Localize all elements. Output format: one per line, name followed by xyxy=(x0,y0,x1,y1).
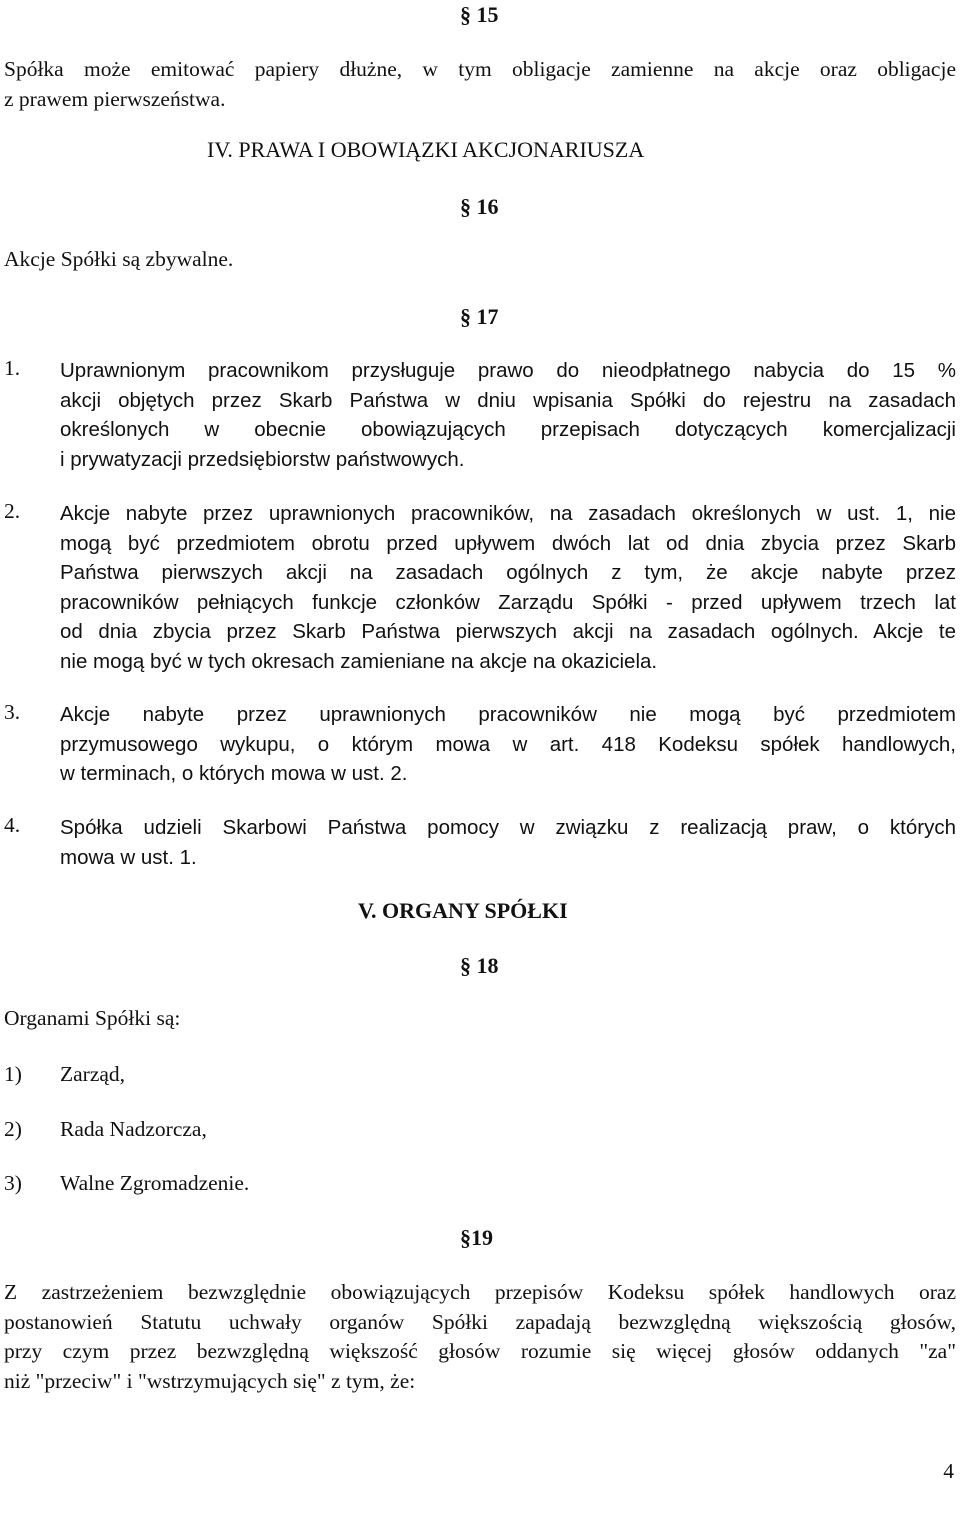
section-15-heading: § 15 xyxy=(460,2,499,27)
paragraph-line: nie mogą być w tych okresach zamieniane na akcje na okaziciela. xyxy=(60,649,658,673)
list-item-number: 4. xyxy=(4,813,21,837)
section-18-heading: § 18 xyxy=(460,953,499,978)
chapter-iv-heading: IV. PRAWA I OBOWIĄZKI AKCJONARIUSZA xyxy=(207,137,645,162)
list-item-number: 2) xyxy=(4,1117,22,1141)
paragraph-line: z prawem pierwszeństwa. xyxy=(4,86,226,111)
list-item-number: 2. xyxy=(4,499,21,523)
paragraph-line: w terminach, o których mowa w ust. 2. xyxy=(60,762,408,785)
organ-item: Rada Nadzorcza, xyxy=(60,1117,207,1141)
paragraph-line: akcji objętych przez Skarb Państwa w dniu wpisania Spółki do rejestru na zasadach xyxy=(60,388,956,412)
section-16-text: Akcje Spółki są zbywalne. xyxy=(4,247,234,271)
list-item-number: 3) xyxy=(4,1171,22,1195)
paragraph-line: postanowień Statutu uchwały organów Spółki zapadają bezwzględną większością głosów, xyxy=(4,1309,956,1334)
section-17-heading: § 17 xyxy=(460,304,499,329)
section-15-paragraph xyxy=(4,55,956,114)
list-item-number: 3. xyxy=(4,700,21,724)
paragraph-line: mowa w ust. 1. xyxy=(60,845,197,869)
organ-item: Zarząd, xyxy=(60,1062,126,1086)
section-19-heading: §19 xyxy=(460,1225,493,1250)
paragraph-line: mogą być przedmiotem obrotu przed upływem dwóch lat od dnia zbycia przez Skarb xyxy=(60,531,956,555)
section-19-paragraph xyxy=(4,1278,956,1396)
section-17-item-1 xyxy=(60,356,956,474)
list-item-number: 1. xyxy=(4,356,21,380)
section-16-heading: § 16 xyxy=(460,194,499,219)
list-item-number: 1) xyxy=(4,1062,22,1086)
paragraph-line: Akcje nabyte przez uprawnionych pracowników, na zasadach określonych w ust. 1, nie xyxy=(60,502,956,525)
paragraph-line: określonych w obecnie obowiązujących przepisach dotyczących komercjalizacji xyxy=(60,418,956,441)
page-number: 4 xyxy=(943,1459,954,1483)
paragraph-line: Spółka może emitować papiery dłużne, w tym obligacje zamienne na akcje oraz obligacje xyxy=(4,57,956,81)
paragraph-line: od dnia zbycia przez Skarb Państwa pierwszych akcji na zasadach ogólnych. Akcje te xyxy=(60,620,956,643)
chapter-v-heading: V. ORGANY SPÓŁKI xyxy=(358,898,568,923)
paragraph-line: i prywatyzacji przedsiębiorstw państwowych. xyxy=(60,447,465,471)
paragraph-line: Spółka udzieli Skarbowi Państwa pomocy w związku z realizacją praw, o których xyxy=(60,816,956,839)
paragraph-line: przy czym przez bezwzględną większość głosów rozumie się więcej głosów oddanych "za" xyxy=(4,1339,956,1363)
paragraph-line: Z zastrzeżeniem bezwzględnie obowiązujących przepisów Kodeksu spółek handlowych oraz xyxy=(4,1280,956,1304)
section-18-intro: Organami Spółki są: xyxy=(4,1006,181,1030)
paragraph-line: Państwa pierwszych akcji na zasadach ogólnych z tym, że akcje nabyte przez xyxy=(60,561,956,584)
paragraph-line: pracowników pełniących funkcje członków Zarządu Spółki - przed upływem trzech lat xyxy=(60,590,956,614)
paragraph-line: Akcje nabyte przez uprawnionych pracowników nie mogą być przedmiotem xyxy=(60,703,956,726)
paragraph-line: Uprawnionym pracownikom przysługuje prawo do nieodpłatnego nabycia do 15 % xyxy=(60,359,956,382)
section-17-item-4 xyxy=(60,813,956,872)
section-17-item-3 xyxy=(60,700,956,789)
organ-item: Walne Zgromadzenie. xyxy=(60,1171,250,1195)
section-17-item-2 xyxy=(60,499,956,676)
paragraph-line: niż "przeciw" i "wstrzymujących się" z tym, że: xyxy=(4,1368,416,1393)
paragraph-line: przymusowego wykupu, o którym mowa w art. 418 Kodeksu spółek handlowych, xyxy=(60,732,956,756)
